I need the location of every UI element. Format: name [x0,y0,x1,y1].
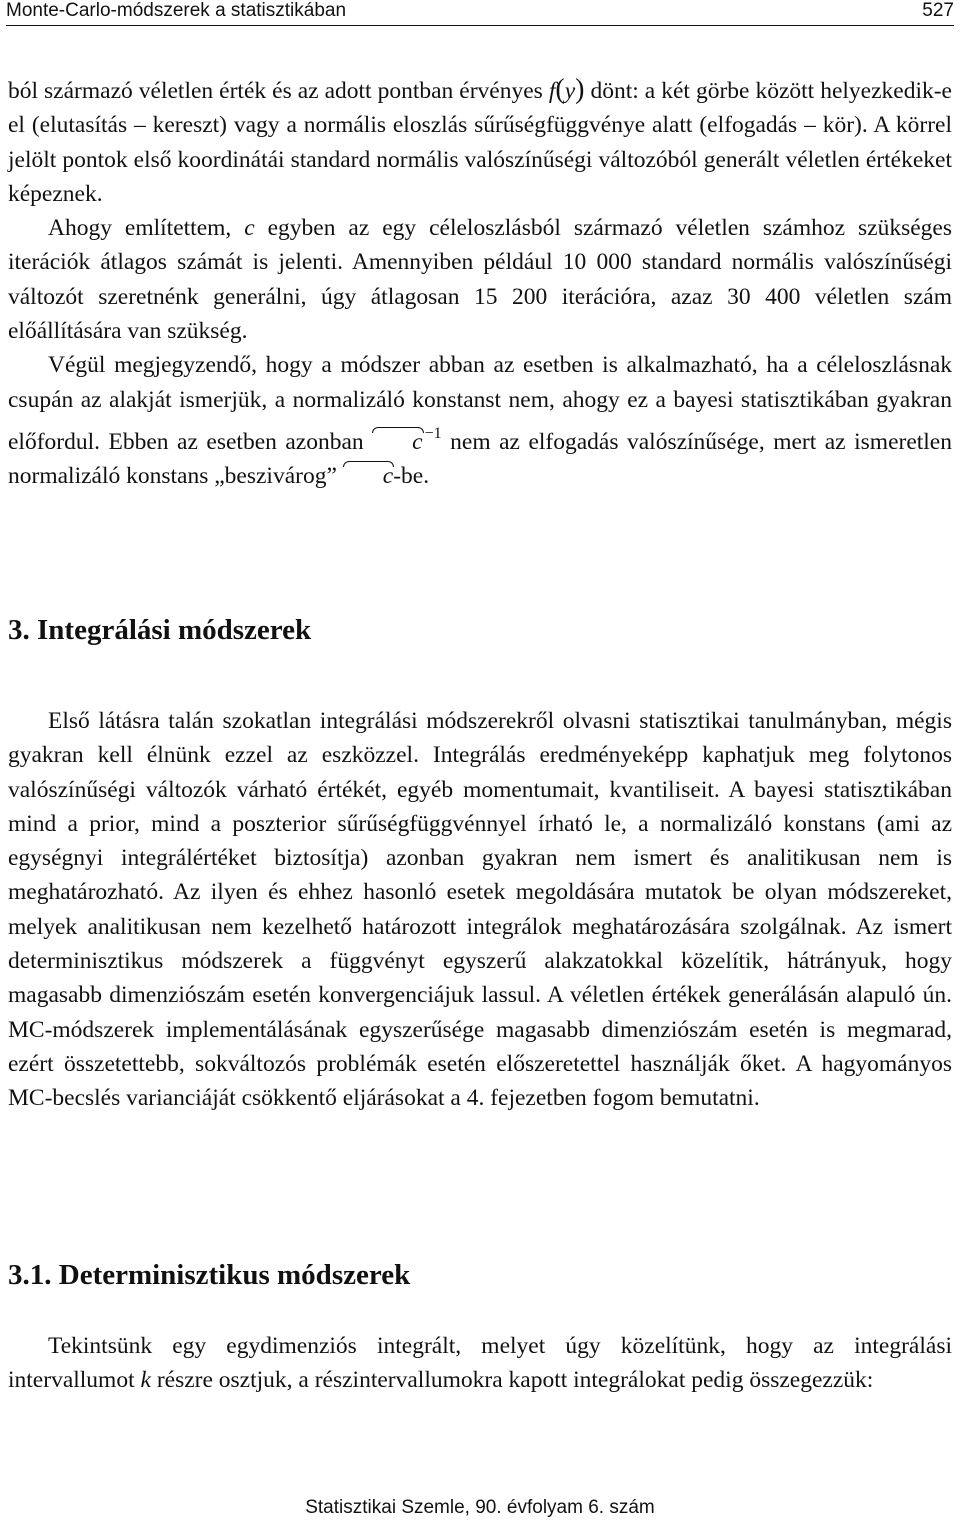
para2-text-a: Ahogy említettem, [48,215,245,242]
math-exponent: −1 [424,424,442,442]
para5-text-b: részre osztjuk, a részintervallumokra kapott integrálokat pedig összegezzük: [150,1367,874,1394]
paragraph-3 [8,348,952,493]
paragraph-4: Első látásra talán szokatlan integrálási módszerekről olvasni statisztikai tanulmányban, mégis gyakran kell élnünk ezzel az eszközzel. Integrálás eredményeképp kaphatjuk meg folytonos valószínűségi változók várható értékét, egyéb momentumait, kvantiliseit. A bayesi statisztikában mind a prior, mind a poszterior sűrűségfüggvénnyel írható le, a normalizáló konstans (ami az egységnyi integrálértéket biztosítja) azonban gyakran nem ismert és analitikusan nem is meghatározható. Az ilyen és ehhez hasonló esetek megoldására mutatok be olyan módszereket, melyek analitikusan nem kezelhető határozott integrálok meghatározására szolgálnak. Az ismert determinisztikus módszerek a függvényt egyszerű alakzatokkal közelítik, hátrányuk, hogy magasabb dimenziószám esetén konvergenciájuk lassul. A véletlen értékek generálásán alapuló ún. MC-módszerek implementálásának egyszerűsége magasabb dimenziószám esetén is megmarad, ezért összetettebb, sokváltozós problémák esetén előszeretettel használják őket. A hagyományos MC-becslés varianciáját csökkentő eljárásokat a 4. fejezetben fogom bemutatni. [8,708,952,1112]
para5-text-a: Tekintsünk egy egydimenziós integrált, melyet úgy közelítünk, hogy az integrálási intervallumot [8,1333,952,1394]
math-c-hat-2: c [343,459,393,493]
paragraph-1 [8,73,952,211]
section-3-body [8,704,952,1116]
math-y: y [564,78,576,104]
paragraph-2 [8,211,952,348]
para1-text-b: dönt: a két görbe között helyezkedik-e el (elutasítás – kereszt) vagy a normális eloszlás sűrűségfüggvénye alatt (elfogadás – kör). A körrel jelölt pontok első koordinátái standard normális valószínűségi változóból generált véletlen értékeket képeznek. [8,78,952,207]
top-text-block [8,73,952,494]
running-head [6,0,954,22]
paren-open: ( [555,74,565,105]
footer: Statisztikai Szemle, 90. évfolyam 6. szám [305,1497,655,1518]
section-3-title: 3. Integrálási módszerek [8,614,312,646]
section-3-1-title: 3.1. Determinisztikus módszerek [8,1259,411,1291]
section-3-1-body [8,1329,952,1398]
para3-text-b: nem az elfogadás valószínűsége, mert az ismeretlen normalizáló konstans „beszivárog” [8,428,952,490]
para3-text-c: -be. [393,463,430,490]
paragraph-5 [8,1329,952,1398]
math-c: c [244,215,255,242]
para3-text-a: Végül megjegyzendő, hogy a módszer abban az esetben is alkalmazható, ha a céleloszlásnak csupán az alakját ismerjük, a normalizáló konstanst nem, ahogy ez a bayesi statisztikában gyakran előfordul. Ebben az esetben azonban [8,352,952,455]
page-number: 527 [922,0,954,21]
running-title: Monte-Carlo-módszerek a statisztikában [6,0,347,21]
math-k: k [140,1367,151,1394]
para1-text-a: ból származó véletlen érték és az adott pontban érvényes [8,78,549,104]
math-c-hat: c [372,425,422,459]
para2-text-b: egyben az egy céleloszlásból származó véletlen számhoz szükséges iterációk átlagos számát is jelenti. Amennyiben például 10 000 standard normális valószínűségi változót szeretnénk generálni, úgy átlagosan 15 200 iterációra, azaz 30 400 véletlen szám előállítására van szükség. [8,215,952,345]
header-rule [6,25,954,26]
paren-close: ) [575,74,585,105]
math-f: f [548,78,556,104]
